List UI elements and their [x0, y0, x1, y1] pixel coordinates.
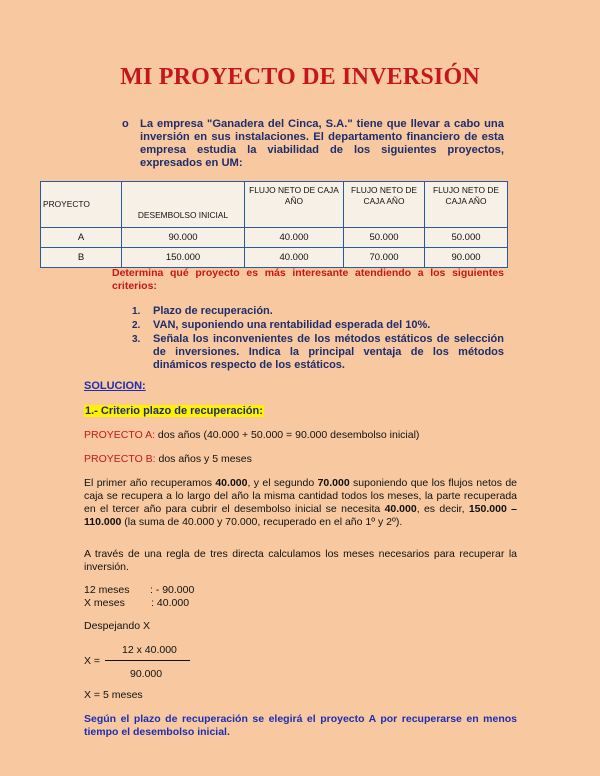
fraction-denominator: 90.000 — [130, 668, 163, 680]
criteria-list — [132, 305, 504, 373]
bold-value: 70.000 — [317, 477, 350, 489]
table-row — [41, 248, 508, 268]
table-header-cell: FLUJO NETO DE CAJA AÑO — [425, 182, 508, 228]
projects-table — [40, 181, 508, 268]
solution-heading: SOLUCION: — [84, 380, 146, 392]
table-header-row — [41, 182, 508, 228]
project-a-label: PROYECTO A: — [84, 429, 155, 441]
table-header-cell: PROYECTO — [41, 182, 122, 228]
list-number: 2. — [132, 320, 141, 331]
project-a-line — [84, 429, 517, 442]
table-cell: 90.000 — [425, 248, 508, 268]
project-b-line — [84, 453, 517, 466]
project-b-text: dos años y 5 meses — [155, 453, 252, 465]
table-header-cell: DESEMBOLSO INICIAL — [122, 182, 245, 228]
bold-value: 40.000 — [215, 477, 248, 489]
conclusion-text: Según el plazo de recuperación se elegirá el proyecto A por recuperarse en menos tiempo el desembolso inicial. — [84, 713, 517, 738]
intro-text: La empresa "Ganadera del Cinca, S.A." tiene que llevar a cabo una inversión en sus instalaciones. El departamento financiero de esta empresa estudia la viabilidad de los siguientes proyectos, expresados en UM: — [140, 118, 504, 169]
list-number: 3. — [132, 334, 141, 345]
table-cell: A — [41, 228, 122, 248]
table-cell: 50.000 — [425, 228, 508, 248]
calc-line-1: 12 meses : - 90.000 — [84, 584, 195, 596]
table-cell: 90.000 — [122, 228, 245, 248]
table-cell: 150.000 — [122, 248, 245, 268]
table-cell: 40.000 — [245, 248, 344, 268]
list-item — [132, 305, 504, 318]
text-run: , es decir, — [416, 503, 469, 515]
table-cell: B — [41, 248, 122, 268]
rule-of-three-text: A través de una regla de tres directa calculamos los meses necesarios para recuperar la inversión. — [84, 548, 517, 573]
despejando-text: Despejando X — [84, 620, 150, 632]
text-run: (la suma de 40.000 y 70.000, recuperado en el año 1º y 2º). — [121, 516, 403, 528]
table-cell: 40.000 — [245, 228, 344, 248]
bold-value: 40.000 — [384, 503, 417, 515]
intro-paragraph — [122, 118, 504, 170]
project-b-label: PROYECTO B: — [84, 453, 156, 465]
bold-value: 150.000 – 110.000 — [84, 503, 517, 528]
list-item — [132, 319, 504, 332]
list-text: VAN, suponiendo una rentabilidad esperada del 10%. — [153, 319, 431, 331]
result-text: X = 5 meses — [84, 689, 143, 701]
criteria-intro: Determina qué proyecto es más interesante atendiendo a los siguientes criterios: — [112, 267, 504, 292]
calc-line-2: X meses : 40.000 — [84, 597, 190, 609]
list-item — [132, 333, 504, 372]
text-run: suponiendo que los flujos netos de caja se recupera a lo largo del año la misma cantidad todos los meses, la parte recuperada en el tercer año para cubrir el desembolso inicial se necesita — [84, 477, 517, 515]
text-run: , y el segundo — [247, 477, 318, 489]
fraction-bar — [105, 660, 190, 661]
explanation-paragraph — [84, 477, 517, 529]
table-cell: 70.000 — [344, 248, 425, 268]
table-header-cell: FLUJO NETO DE CAJA AÑO — [245, 182, 344, 228]
page-title: MI PROYECTO DE INVERSIÓN — [120, 64, 480, 90]
fraction-numerator: 12 x 40.000 — [122, 644, 177, 656]
list-number: 1. — [132, 306, 141, 317]
table-header-cell: FLUJO NETO DE CAJA AÑO — [344, 182, 425, 228]
table-cell: 50.000 — [344, 228, 425, 248]
list-text: Plazo de recuperación. — [153, 305, 273, 317]
list-text: Señala los inconvenientes de los métodos estáticos de selección de inversiones. Indica la principal ventaja de los métodos dinámicos respecto de los estáticos. — [153, 333, 504, 371]
fraction-x-label: X = — [84, 655, 101, 667]
criterion1-heading: 1.- Criterio plazo de recuperación: — [85, 405, 263, 417]
bullet-icon: o — [122, 118, 129, 130]
text-run: El primer año recuperamos — [84, 477, 216, 489]
project-a-text: dos años (40.000 + 50.000 = 90.000 desembolso inicial) — [155, 429, 420, 441]
table-row — [41, 228, 508, 248]
